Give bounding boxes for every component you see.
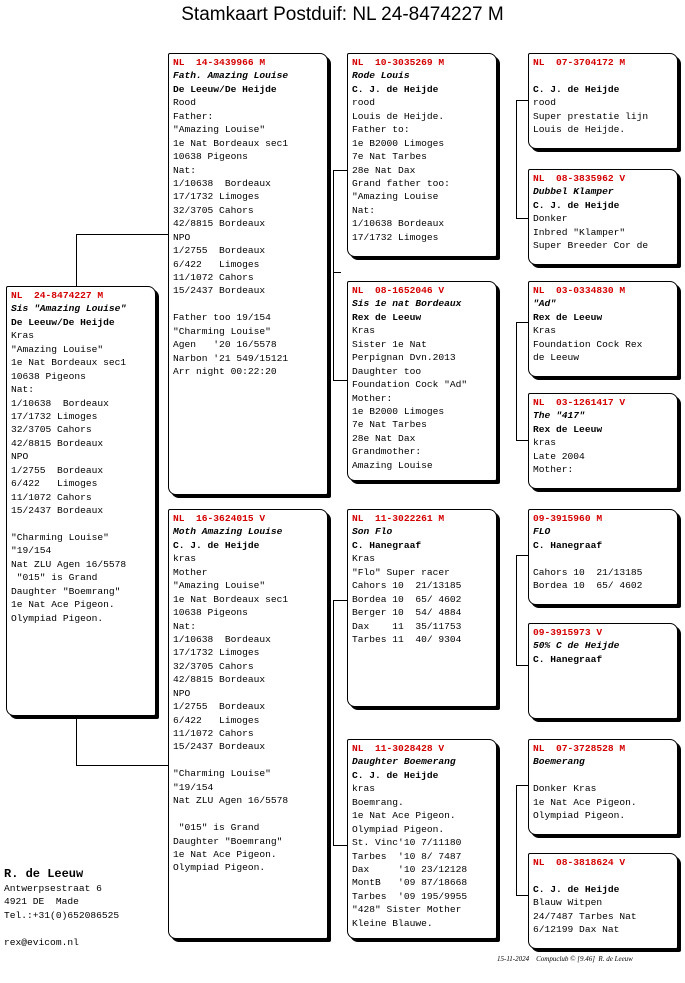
breeder-name: Rex de Leeuw (533, 423, 603, 435)
info-line: Perpignan Dvn.2013 (352, 352, 456, 364)
connector-line (76, 234, 77, 286)
info-line: "Amazing Louise (352, 191, 439, 203)
info-line: "Amazing Louise" (173, 580, 266, 592)
breeder-name: Rex de Leeuw (533, 311, 603, 323)
info-line: "015" is Grand (173, 822, 260, 834)
ring-number: NL 16-3624015 V (173, 513, 266, 524)
pigeon-card-father[interactable] (168, 53, 328, 495)
info-line: 11/1072 Cahors (11, 491, 92, 503)
pigeon-name (533, 69, 674, 82)
info-line: 15/2437 Bordeaux (173, 285, 266, 297)
info-line: Sister 1e Nat (352, 338, 427, 350)
info-line: "19/154 (173, 781, 214, 793)
info-line: 1e Nat Bordeaux sec1 (173, 137, 289, 149)
ring-number: NL 08-3835962 V (533, 173, 626, 184)
info-line: Amazing Louise (352, 459, 433, 471)
pigeon-name: The "417" (533, 410, 585, 422)
info-line: 42/8815 Bordeaux (173, 218, 266, 230)
info-line: Inbred "Klamper" (533, 226, 626, 238)
info-line: NPO (11, 451, 29, 463)
info-line: 1/2755 Bordeaux (11, 464, 104, 476)
info-line: 1/10638 Bordeaux (11, 397, 109, 409)
pigeon-card-mff[interactable] (528, 509, 678, 605)
pigeon-card-ffm[interactable] (528, 169, 678, 265)
info-line: Nat: (173, 620, 197, 632)
info-line: Daughter "Boemrang" (11, 585, 121, 597)
pigeon-card-mfm[interactable] (528, 623, 678, 719)
connector-line (76, 765, 171, 766)
info-line: 17/1732 Limoges (352, 231, 439, 243)
page-title: Stamkaart Postduif: NL 24-8474227 M (181, 4, 504, 25)
info-line (173, 808, 324, 821)
connector-line (333, 600, 334, 845)
info-line: Louis de Heijde. (533, 124, 626, 136)
info-line: 1e Nat Ace Pigeon. (173, 848, 277, 860)
breeder-name: C. Hanegraaf (533, 653, 603, 665)
info-line: 42/8815 Bordeaux (173, 674, 266, 686)
info-line: 32/3705 Cahors (173, 204, 254, 216)
pigeon-card-fmm[interactable] (528, 393, 678, 489)
info-line: 1e Nat Bordeaux sec1 (11, 357, 127, 369)
info-line: Cahors 10 21/13185 (352, 580, 462, 592)
info-line (173, 298, 324, 311)
info-line: 6/12199 Dax Nat (533, 924, 620, 936)
info-line: rood (352, 97, 376, 109)
info-line: 1/10638 Bordeaux (173, 633, 271, 645)
info-line: Foundation Cock "Ad" (352, 379, 468, 391)
breeder-name: C. J. de Heijde (533, 199, 620, 211)
info-line: Nat ZLU Agen 16/5578 (11, 558, 127, 570)
info-line: Super Breeder Cor de (533, 240, 649, 252)
pigeon-name: FLO (533, 526, 551, 538)
info-line: Father too 19/154 (173, 312, 271, 324)
info-line: kras (173, 553, 197, 565)
info-line: Father to: (352, 124, 410, 136)
info-line: Kleine Blauwe. (352, 917, 433, 929)
info-line: 7e Nat Tarbes (352, 419, 427, 431)
info-line: 24/7487 Tarbes Nat (533, 910, 637, 922)
info-line: "Charming Louise" (173, 768, 271, 780)
info-line: Kras (533, 325, 557, 337)
info-line: 10638 Pigeons (173, 151, 248, 163)
info-line: 7e Nat Tarbes (352, 151, 427, 163)
connector-line (516, 100, 517, 218)
ring-number: NL 07-3728528 M (533, 743, 626, 754)
info-line: 1e Nat Ace Pigeon. (533, 796, 637, 808)
info-line: 15/2437 Bordeaux (11, 505, 104, 516)
pigeon-card-mother[interactable] (168, 509, 328, 939)
info-line: Boemrang. (352, 796, 404, 808)
info-line: "Charming Louise" (173, 325, 271, 337)
breeder-name: C. J. de Heijde (533, 83, 620, 95)
info-line: Late 2004 (533, 450, 585, 462)
info-line: 11/1072 Cahors (173, 728, 254, 739)
info-line: "Flo" Super racer (352, 566, 450, 578)
breeder-name: De Leeuw/De Heijde (173, 83, 277, 95)
owner-street: Antwerpsestraat 6 (4, 883, 102, 894)
info-line: 1e B2000 Limoges (352, 405, 445, 417)
info-line: 6/422 Limoges (11, 478, 98, 490)
info-line: de Leeuw (533, 352, 580, 364)
info-line: Tarbes '09 195/9955 (352, 890, 468, 902)
footer-text: 15-11-2024 Compuclub © [9.46] R. de Leeuw (497, 955, 633, 963)
info-line: St. Vinc'10 7/11180 (352, 837, 462, 849)
info-line (533, 552, 674, 565)
info-line: Cahors 10 21/13185 (533, 566, 643, 578)
info-line: Arr night 00:22:20 (173, 366, 277, 378)
connector-line (516, 785, 517, 895)
info-line: Foundation Cock Rex (533, 338, 643, 350)
ring-number: NL 03-1261417 V (533, 397, 626, 408)
info-line: Kras (352, 553, 376, 565)
info-line: 1e Nat Bordeaux sec1 (173, 593, 289, 605)
connector-line (516, 322, 517, 440)
pigeon-name: Moth Amazing Louise (173, 526, 283, 538)
owner-block (4, 866, 119, 949)
breeder-name: C. J. de Heijde (352, 769, 439, 781)
info-line: kras (533, 437, 557, 449)
info-line: Bordea 10 65/ 4602 (352, 593, 462, 605)
info-line: Olympiad Pigeon. (352, 823, 445, 835)
info-line: "428" Sister Mother (352, 904, 462, 916)
info-line (11, 517, 152, 530)
info-line: Olympiad Pigeon. (11, 612, 104, 624)
breeder-name: C. J. de Heijde (533, 883, 620, 895)
info-line: Dax 11 35/11753 (352, 620, 462, 632)
breeder-name: C. Hanegraaf (533, 539, 603, 551)
info-line: 1e Nat Ace Pigeon. (11, 599, 115, 611)
ring-number: NL 24-8474227 M (11, 290, 104, 301)
info-line: Dax '10 23/12128 (352, 863, 468, 875)
owner-city: 4921 DE Made (4, 896, 79, 908)
pigeon-name (533, 869, 674, 882)
info-line: 10638 Pigeons (173, 607, 248, 619)
info-line: Father: (173, 110, 214, 122)
connector-line (516, 555, 517, 665)
info-line: Mother (173, 566, 208, 578)
pigeon-name: 50% C de Heijde (533, 640, 620, 652)
info-line: NPO (173, 231, 191, 243)
ring-number: 09-3915960 M (533, 513, 603, 524)
info-line: Narbon '21 549/15121 (173, 352, 289, 364)
connector-line (76, 234, 171, 235)
info-line: Daughter too (352, 365, 422, 377)
info-line: Nat: (352, 204, 376, 216)
info-line: 1/10638 Bordeaux (173, 177, 271, 189)
info-line: 6/422 Limoges (173, 258, 260, 270)
owner-name: R. de Leeuw (4, 867, 84, 881)
owner-email: rex@evicom.nl (4, 936, 79, 948)
info-line: rood (533, 97, 557, 109)
info-line: Berger 10 54/ 4884 (352, 607, 462, 619)
ring-number: NL 11-3022261 M (352, 513, 445, 524)
ring-number: NL 03-0334830 M (533, 285, 626, 296)
ring-number: NL 08-3818624 V (533, 857, 626, 868)
info-line: Nat ZLU Agen 16/5578 (173, 795, 289, 807)
info-line: NPO (173, 687, 191, 699)
info-line: Donker Kras (533, 783, 597, 795)
info-line: 17/1732 Limoges (11, 410, 98, 422)
breeder-name: De Leeuw/De Heijde (11, 316, 115, 328)
info-line: Kras (352, 325, 376, 337)
info-line: 1e B2000 Limoges (352, 137, 445, 149)
owner-phone: Tel.:+31(0)652086525 (4, 909, 120, 921)
pigeon-name: Sis 1e nat Bordeaux (352, 298, 462, 310)
info-line: 32/3705 Cahors (173, 660, 254, 672)
breeder-name (533, 769, 674, 782)
pigeon-card-fmf[interactable] (528, 281, 678, 377)
info-line: "19/154 (11, 545, 52, 557)
info-line: "Amazing Louise" (11, 343, 104, 355)
info-line: kras (352, 783, 376, 795)
info-line: 17/1732 Limoges (173, 191, 260, 203)
info-line: 6/422 Limoges (173, 714, 260, 726)
pigeon-name: Sis "Amazing Louise" (11, 303, 127, 315)
info-line: Donker (533, 213, 568, 225)
info-line: 1/2755 Bordeaux (173, 701, 266, 713)
ring-number: NL 07-3704172 M (533, 57, 626, 68)
info-line: Kras (11, 330, 35, 342)
info-line: Blauw Witpen (533, 897, 603, 909)
connector-line (333, 170, 334, 380)
info-line: 1/2755 Bordeaux (173, 245, 266, 257)
connector-line (333, 272, 341, 273)
info-line: Daughter "Boemrang" (173, 835, 283, 847)
info-line: 42/8815 Bordeaux (11, 437, 104, 449)
info-line: 32/3705 Cahors (11, 424, 92, 436)
connector-line (76, 716, 77, 766)
pigeon-name: Fath. Amazing Louise (173, 70, 289, 82)
info-line: Grandmother: (352, 446, 422, 458)
ring-number: NL 14-3439966 M (173, 57, 266, 68)
pigeon-name: Son Flo (352, 526, 393, 538)
info-line: Nat: (11, 384, 35, 396)
pigeon-name: Daughter Boemerang (352, 756, 456, 768)
info-line: 17/1732 Limoges (173, 647, 260, 659)
info-line: Olympiad Pigeon. (533, 810, 626, 822)
info-line: "Charming Louise" (11, 531, 109, 543)
info-line: Louis de Heijde. (352, 110, 445, 122)
info-line: Olympiad Pigeon. (173, 862, 266, 874)
pigeon-card-fff[interactable] (528, 53, 678, 149)
breeder-name: Rex de Leeuw (352, 311, 422, 323)
info-line: 28e Nat Dax (352, 164, 416, 176)
info-line: 11/1072 Cahors (173, 272, 254, 283)
pigeon-name: Dubbel Klamper (533, 186, 614, 198)
ring-number: NL 08-1652046 V (352, 285, 445, 296)
info-line: Agen '20 16/5578 (173, 339, 277, 351)
info-line: 1/10638 Bordeaux (352, 218, 445, 230)
info-line: 1e Nat Ace Pigeon. (352, 810, 456, 822)
pigeon-card-mmm[interactable] (528, 853, 678, 949)
info-line: Tarbes '10 8/ 7487 (352, 850, 462, 862)
breeder-name: C. Hanegraaf (352, 539, 422, 551)
info-line: Bordea 10 65/ 4602 (533, 580, 643, 592)
breeder-name: C. J. de Heijde (173, 539, 260, 551)
ring-number: 09-3915973 V (533, 627, 603, 638)
info-line: MontB '09 87/18668 (352, 877, 468, 889)
info-line: Mother: (533, 464, 574, 476)
info-line: Rood (173, 97, 197, 109)
pigeon-card-mf[interactable] (347, 509, 497, 707)
breeder-name: C. J. de Heijde (352, 83, 439, 95)
pigeon-card-ff[interactable] (347, 53, 497, 257)
info-line: Super prestatie lijn (533, 110, 649, 122)
pigeon-name: Rode Louis (352, 70, 410, 82)
ring-number: NL 10-3035269 M (352, 57, 445, 68)
pigeon-card-mmf[interactable] (528, 739, 678, 835)
info-line: "015" is Grand (11, 572, 98, 584)
pigeon-card-fm[interactable] (347, 281, 497, 481)
pigeon-name: "Ad" (533, 298, 557, 310)
info-line: Tarbes 11 40/ 9304 (352, 633, 462, 645)
info-line: Grand father too: (352, 177, 450, 189)
info-line: 28e Nat Dax (352, 432, 416, 444)
info-line (173, 754, 324, 767)
info-line: Nat: (173, 164, 197, 176)
info-line: Mother: (352, 392, 393, 404)
ring-number: NL 11-3028428 V (352, 743, 445, 754)
info-line: 15/2437 Bordeaux (173, 741, 266, 753)
pigeon-card-subject[interactable] (6, 286, 156, 716)
info-line: 10638 Pigeons (11, 370, 86, 382)
pigeon-card-mm[interactable] (347, 739, 497, 939)
info-line: "Amazing Louise" (173, 124, 266, 136)
pigeon-name: Boemerang (533, 756, 585, 768)
